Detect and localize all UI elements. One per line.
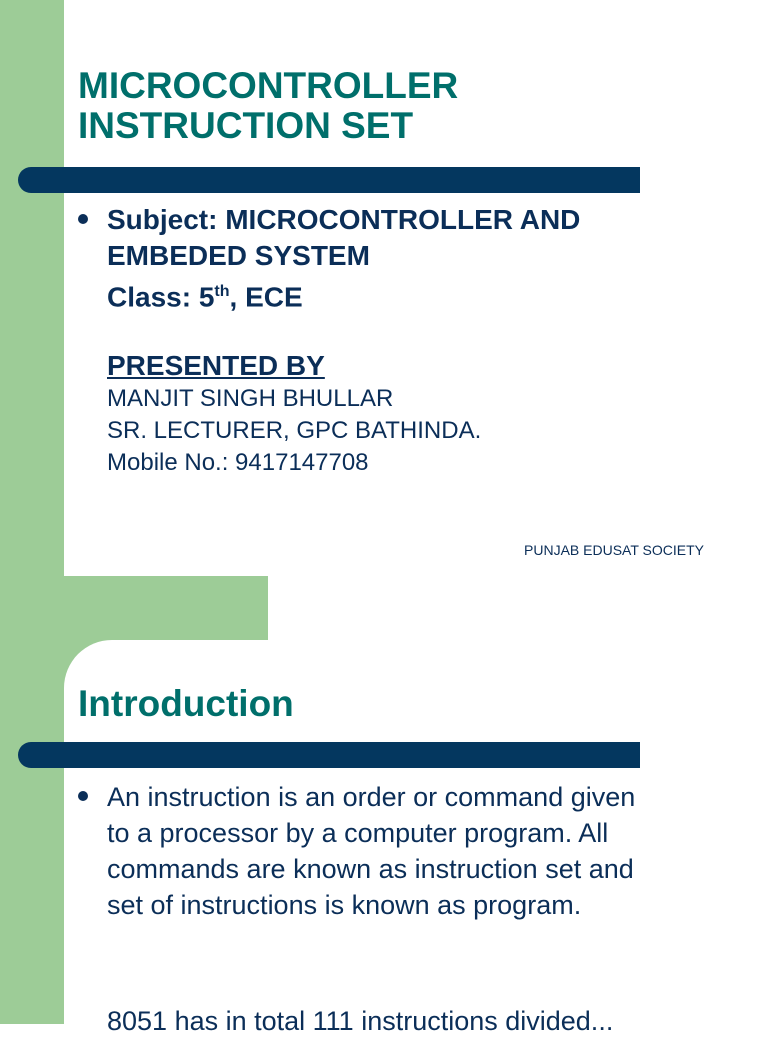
title-divider-bar <box>18 742 640 768</box>
bullet-item <box>78 779 708 923</box>
subject-line-2: EMBEDED SYSTEM <box>107 240 370 271</box>
paragraph-line: An instruction is an order or command given <box>107 782 636 812</box>
paragraph-line: to a processor by a computer program. All <box>107 818 609 848</box>
class-prefix: Class: 5 <box>107 281 215 313</box>
title-divider-bar <box>18 167 640 193</box>
class-suffix: , ECE <box>229 281 303 313</box>
class-line <box>107 274 580 315</box>
presented-by-heading: PRESENTED BY <box>107 350 325 382</box>
slide-title-heading <box>78 66 458 146</box>
introduction-heading: Introduction <box>78 683 294 724</box>
cut-off-next-bullet: 8051 has in total 111 instructions divided... <box>107 1006 614 1036</box>
presenter-name: MANJIT SINGH BHULLAR <box>107 385 394 413</box>
paragraph-line: commands are known as instruction set and <box>107 854 634 884</box>
title-line-2: INSTRUCTION SET <box>78 105 414 146</box>
panel-top-extension <box>64 0 768 64</box>
bullet-item <box>78 202 708 479</box>
paragraph-line: set of instructions is known as program. <box>107 890 582 920</box>
subject-line-1: Subject: MICROCONTROLLER AND <box>107 204 581 235</box>
footer-society: PUNJAB EDUSAT SOCIETY <box>524 542 704 558</box>
slide-introduction <box>0 576 768 1024</box>
bullet-dot-icon <box>78 791 88 801</box>
presenter-mobile: Mobile No.: 9417147708 <box>107 449 369 477</box>
intro-paragraph <box>107 779 635 923</box>
class-superscript: th <box>214 283 230 300</box>
slide-body <box>78 779 708 923</box>
slide-body <box>78 202 708 479</box>
presenter-title: SR. LECTURER, GPC BATHINDA. <box>107 417 482 445</box>
bullet-dot-icon <box>78 214 88 224</box>
title-line-1: MICROCONTROLLER <box>78 65 459 106</box>
